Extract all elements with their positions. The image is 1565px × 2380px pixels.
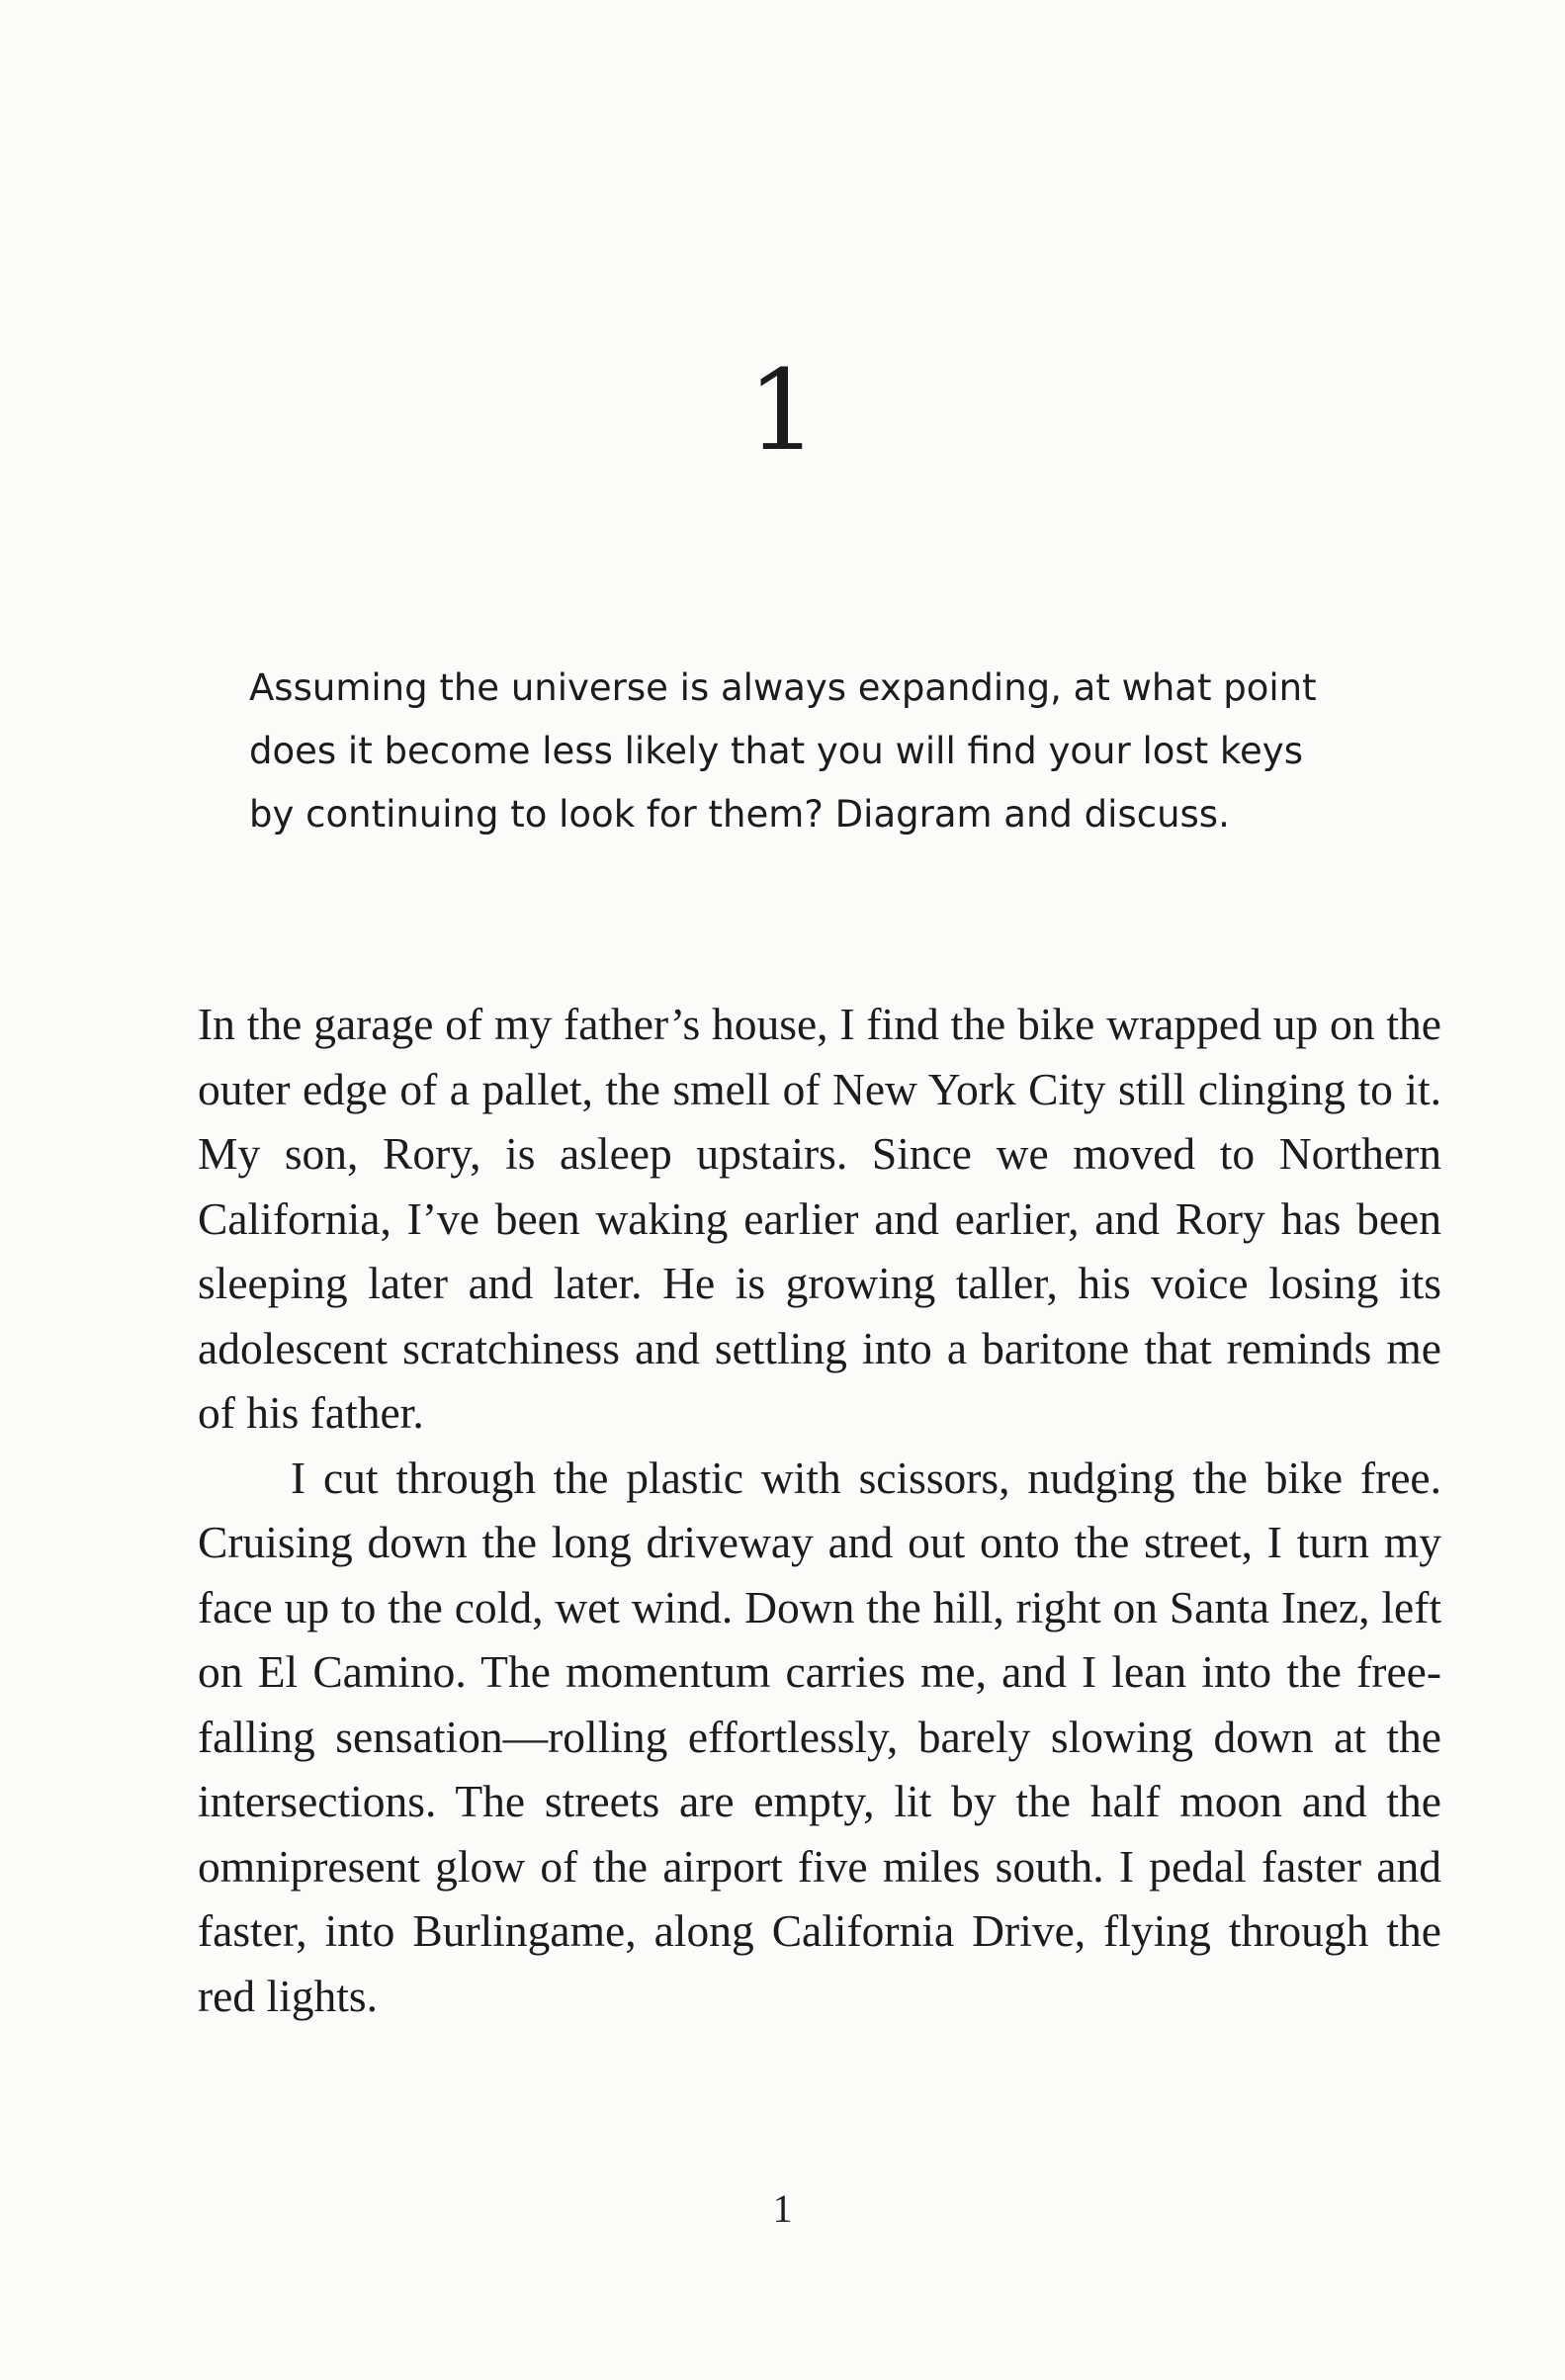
paragraph: I cut through the plastic with scissors, nudging the bike free. Cruising down the long driveway and out onto the street, I turn my face up to the cold, wet wind. Down the hill, right on Santa Inez, left on El Camino. The momentum carries me, and I lean into the free-falling sensation—rolling effortlessly, barely slowing down at the intersections. The streets are empty, lit by the half moon and the omnipresent glow of the airport five miles south. I pedal faster and faster, into Burlingame, along California Drive, flying through the red lights. (198, 1452, 1441, 2021)
paragraph: In the garage of my father’s house, I find the bike wrapped up on the outer edge of a pallet, the smell of New York City still clinging to it. My son, Rory, is asleep upstairs. Since we moved to Northern California, I’ve been waking earlier and earlier, and Rory has been sleeping later and later. He is growing taller, his voice losing its adolescent scratchiness and settling into a baritone that reminds me of his father. (198, 999, 1441, 1438)
body-text (198, 992, 1441, 2028)
epigraph: Assuming the universe is always expanding, at what point does it become less likely that you will find your lost keys by continuing to look for them? Diagram and discuss. (249, 666, 1317, 836)
page-number: 1 (772, 2186, 793, 2231)
chapter-number: 1 (746, 347, 819, 476)
